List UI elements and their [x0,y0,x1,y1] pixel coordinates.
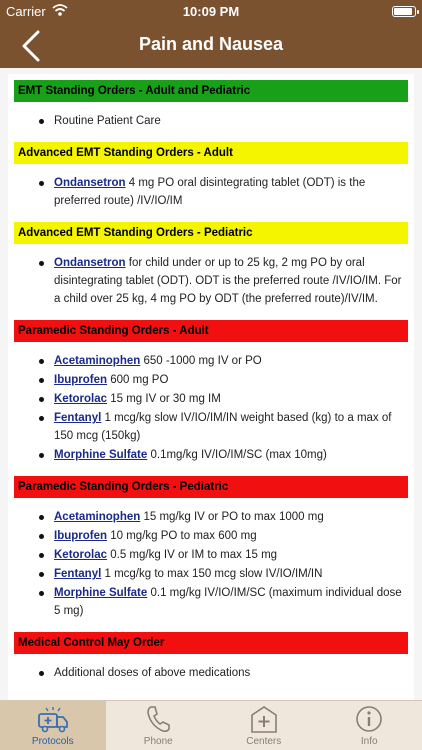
list-item [54,508,408,526]
section-list [14,508,408,620]
section-list [14,664,408,682]
section-header: Advanced EMT Standing Orders - Pediatric [14,222,408,244]
clock: 10:09 PM [182,4,240,19]
dose-text: 15 mg/kg IV or PO to max 1000 mg [140,511,324,523]
tab-info[interactable] [317,701,422,750]
list-item [54,664,408,682]
dose-text: for child under or up to 25 kg, 2 mg PO by oral disintegrating tablet (ODT). ODT is the preferred route /IV/IO/IM. For a child over 25 kg, 4 mg PO by ODT (the preferred route)/IV/IM. [54,257,402,305]
section-list [14,174,408,210]
list-item [54,546,408,564]
drug-link[interactable]: Ketorolac [54,393,108,405]
list-item [54,565,408,583]
drug-link[interactable]: Ondansetron [54,257,126,269]
dose-text: 0.5 mg/kg IV or IM to max 15 mg [107,549,278,561]
drug-link[interactable]: Morphine Sulfate [54,587,148,599]
tab-label: Centers [246,736,282,747]
ambulance-icon [36,704,70,734]
dose-text: 650 -1000 mg IV or PO [140,355,262,367]
tab-protocols[interactable] [0,701,106,750]
section-list [14,112,408,130]
dose-text: 600 mg PO [107,374,169,386]
tab-label: Info [360,736,378,747]
carrier-label: Carrier [6,4,46,19]
dose-text: 0.1mg/kg IV/IO/IM/SC (max 10mg) [147,449,327,461]
dose-text: Additional doses of above medications [54,667,251,679]
tab-phone[interactable] [106,701,212,750]
nav-bar [0,24,422,68]
section-header: Paramedic Standing Orders - Adult [14,320,408,342]
list-item [54,409,408,445]
info-icon [352,704,386,734]
list-item [54,352,408,370]
tab-label: Protocols [31,736,74,747]
dose-text: 10 mg/kg PO to max 600 mg [107,530,257,542]
page-title: Pain and Nausea [138,34,284,54]
list-item [54,112,408,130]
drug-link[interactable]: Ibuprofen [54,374,108,386]
list-item [54,254,408,308]
dose-text: 1 mcg/kg to max 150 mcg slow IV/IO/IM/IN [101,568,323,580]
drug-link[interactable]: Ibuprofen [54,530,108,542]
dose-text: Routine Patient Care [54,115,161,127]
drug-link[interactable]: Acetaminophen [54,511,141,523]
drug-link[interactable]: Ketorolac [54,549,108,561]
section-header: Advanced EMT Standing Orders - Adult [14,142,408,164]
tab-bar [0,700,422,750]
section-list [14,254,408,308]
drug-link[interactable]: Morphine Sulfate [54,449,148,461]
protocol-sections [8,74,414,682]
list-item [54,371,408,389]
list-item [54,446,408,464]
dose-text: 1 mcg/kg slow IV/IO/IM/IN weight based (kg) to a max of 150 mcg (150kg) [54,412,392,442]
section-list [14,352,408,464]
status-bar [0,0,422,24]
battery-icon [392,6,416,17]
list-item [54,390,408,408]
dose-text: 0.1 mg/kg IV/IO/IM/SC (maximum individual dose 5 mg) [54,587,402,617]
drug-link[interactable]: Acetaminophen [54,355,141,367]
drug-link[interactable]: Ondansetron [54,177,126,189]
dose-text: 15 mg IV or 30 mg IM [107,393,221,405]
tab-label: Phone [143,736,173,747]
section-header: EMT Standing Orders - Adult and Pediatric [14,80,408,102]
list-item [54,527,408,545]
protocol-content[interactable] [8,74,414,700]
list-item [54,174,408,210]
phone-icon [141,704,175,734]
tab-centers[interactable] [211,701,317,750]
drug-link[interactable]: Fentanyl [54,412,102,424]
hospital-icon [247,704,281,734]
list-item [54,584,408,620]
section-header: Paramedic Standing Orders - Pediatric [14,476,408,498]
section-header: Medical Control May Order [14,632,408,654]
dose-text: 4 mg PO oral disintegrating tablet (ODT) is the preferred route) /IV/IO/IM [54,177,366,207]
drug-link[interactable]: Fentanyl [54,568,102,580]
